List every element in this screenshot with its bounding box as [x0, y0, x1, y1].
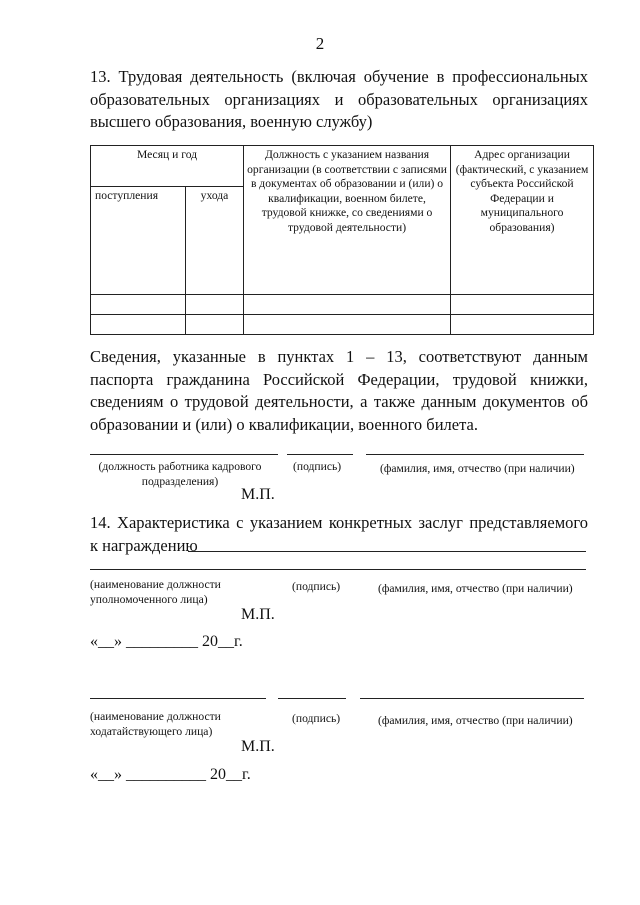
hr-position-line[interactable]: [90, 454, 278, 455]
table-cell-start[interactable]: [91, 295, 186, 315]
characteristic-line[interactable]: [188, 551, 586, 552]
petitioner-date[interactable]: «__» __________ 20__г.: [90, 766, 251, 783]
hr-signature-caption: (подпись): [293, 460, 342, 473]
petitioner-stamp-label: М.П.: [241, 738, 275, 755]
page-number: 2: [315, 34, 325, 53]
table-row: [91, 295, 594, 315]
authorized-stamp-label: М.П.: [241, 606, 275, 623]
authorized-date[interactable]: «__» _________ 20__г.: [90, 633, 243, 650]
table-row: [91, 315, 594, 335]
section-13-heading: 13. Трудовая деятельность (включая обучение в профессиональных образовательных организациях и образовательных организациях высшего образования, военную службу): [90, 67, 588, 132]
hr-name-line[interactable]: [366, 454, 584, 455]
hr-position-caption: (должность работника кадрового подразделения): [98, 460, 262, 488]
hr-signature-line[interactable]: [287, 454, 353, 455]
confirmation-statement: Сведения, указанные в пунктах 1 – 13, соответствуют данным паспорта гражданина Российской Федерации, трудовой книжки, сведениям о трудовой деятельности, а также данным документов об образовании и (или) о квалификации, военного билета.: [90, 347, 588, 434]
characteristic-line-2[interactable]: [90, 569, 586, 570]
header-address: Адрес организации (фактический, с указанием субъекта Российской Федерации и муниципального образования): [451, 146, 594, 295]
petitioner-name-line[interactable]: [360, 698, 584, 699]
work-history-table: [90, 145, 594, 335]
petitioner-name-caption: (фамилия, имя, отчество (при наличии): [378, 714, 573, 727]
petitioner-position-line[interactable]: [90, 698, 266, 699]
header-end: ухода: [186, 187, 244, 295]
hr-stamp-label: М.П.: [241, 486, 275, 503]
header-month-year: Месяц и год: [91, 146, 244, 187]
table-cell-end[interactable]: [186, 315, 244, 335]
table-cell-position[interactable]: [244, 315, 451, 335]
header-position: Должность с указанием названия организации (в соответствии с записями в документах об образовании и (или) о квалификации, военном билете, трудовой книжке, со сведениями о трудовой деятельности): [244, 146, 451, 295]
table-cell-start[interactable]: [91, 315, 186, 335]
table-cell-end[interactable]: [186, 295, 244, 315]
petitioner-signature-line[interactable]: [278, 698, 346, 699]
petitioner-position-caption: (наименование должности ходатайствующего лица): [90, 710, 221, 738]
section-14-continuation: к награждению: [90, 536, 198, 555]
hr-name-caption: (фамилия, имя, отчество (при наличии): [380, 462, 575, 475]
table-cell-address[interactable]: [451, 295, 594, 315]
header-start: поступления: [91, 187, 186, 295]
section-14-heading: 14. Характеристика с указанием конкретных заслуг представляемого: [90, 513, 588, 532]
authorized-signature-caption: (подпись): [292, 580, 341, 593]
table-cell-position[interactable]: [244, 295, 451, 315]
petitioner-signature-caption: (подпись): [292, 712, 341, 725]
spacer: [90, 573, 266, 574]
authorized-name-caption: (фамилия, имя, отчество (при наличии): [378, 582, 573, 595]
table-cell-address[interactable]: [451, 315, 594, 335]
authorized-position-caption: (наименование должности уполномоченного лица): [90, 578, 221, 606]
